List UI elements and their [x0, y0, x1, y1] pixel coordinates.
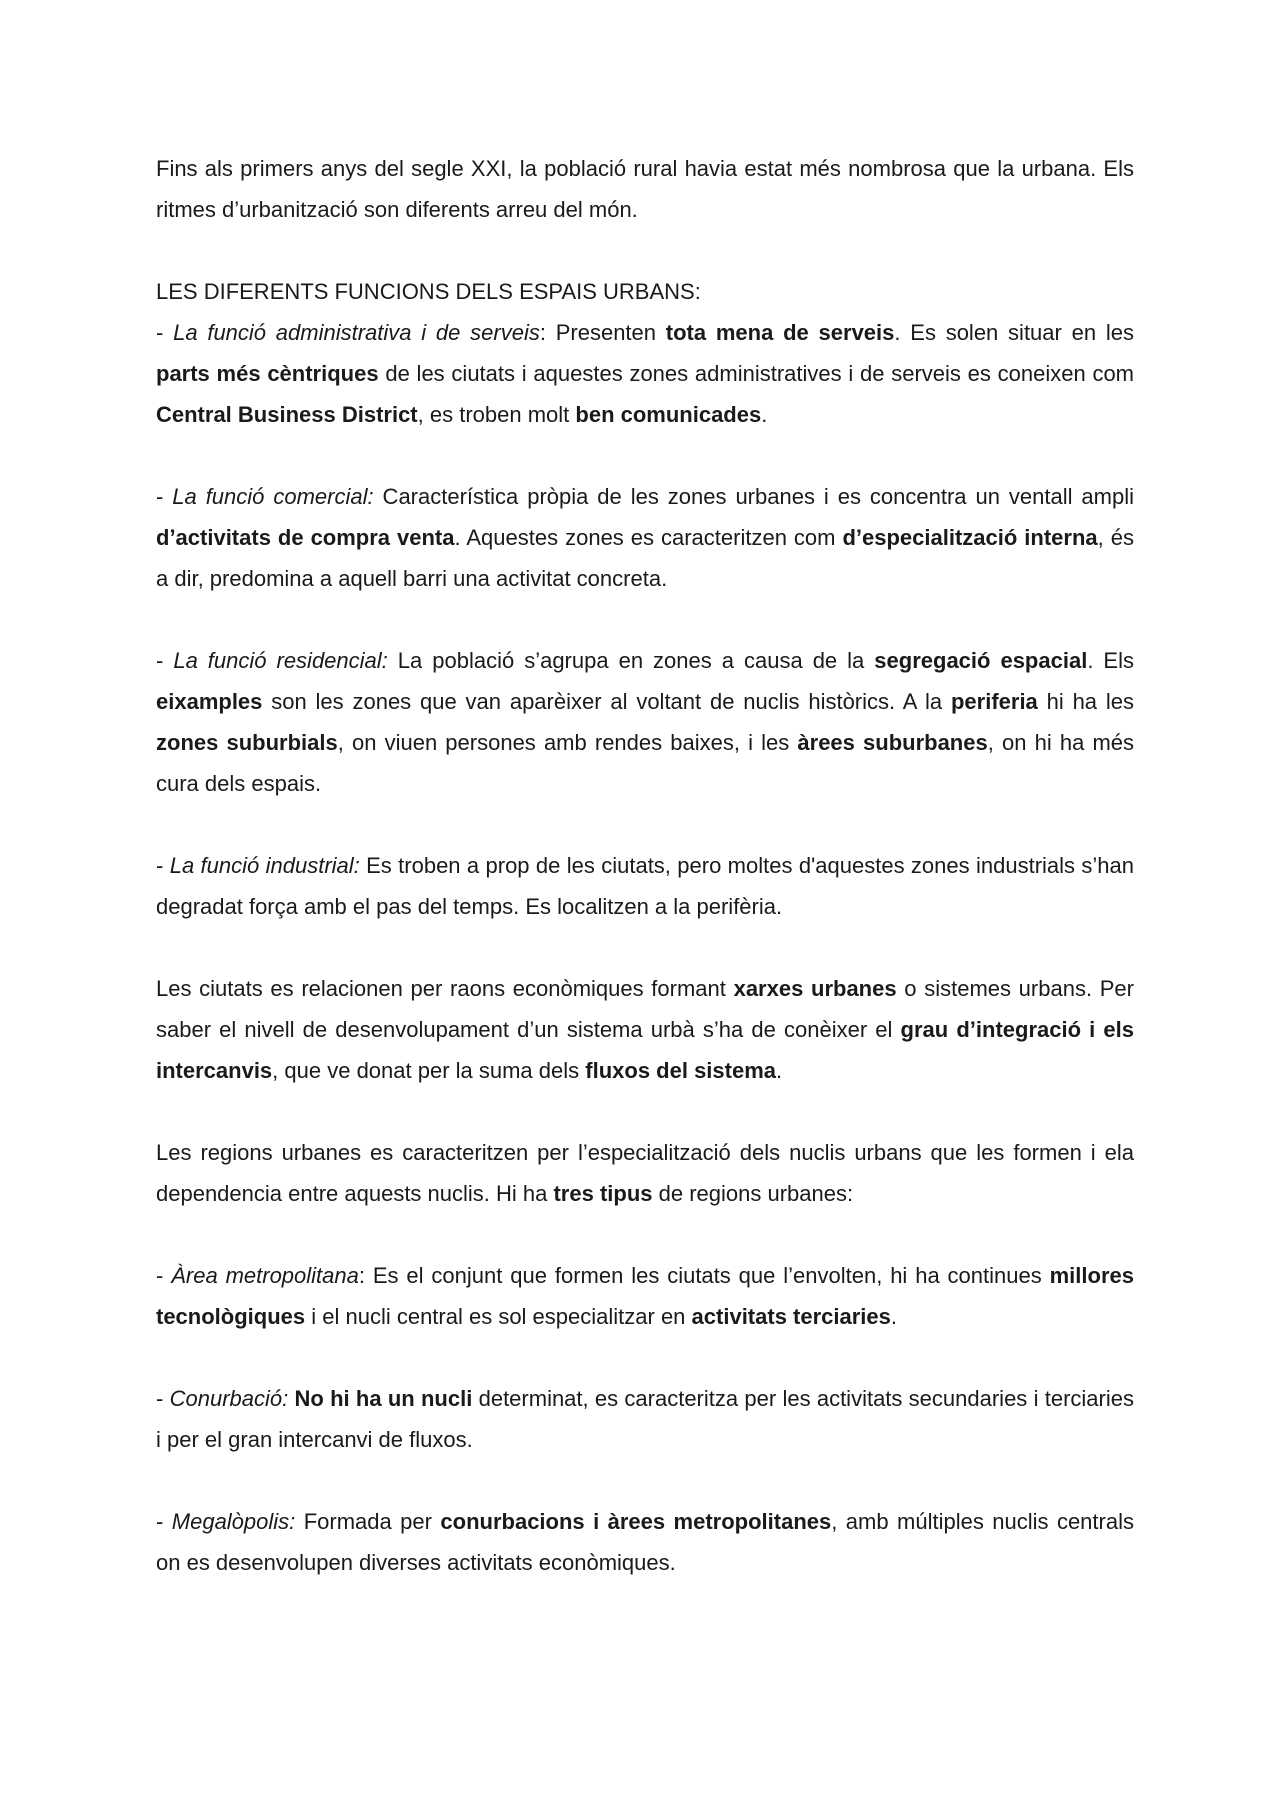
text-run: son les zones que van aparèixer al voltant de nuclis històrics. A la [262, 689, 951, 714]
text-run: , on hi ha més cura dels espais. [156, 730, 1135, 796]
industrial-function-paragraph [156, 845, 1134, 927]
bold-term: d’especialització interna [842, 525, 1098, 550]
urban-networks-paragraph [156, 968, 1134, 1091]
section-heading-text: LES DIFERENTS FUNCIONS DELS ESPAIS URBANS: [156, 279, 701, 304]
text-run: : Es el conjunt que formen les ciutats que l’envolten, hi ha continues [358, 1263, 1050, 1288]
text-run: o sistemes urbans. Per saber el nivell de desenvolupament d’un sistema urbà s’ha de conèixer el [156, 976, 1134, 1042]
admin-function-label: La funció administrativa i de serveis [173, 320, 540, 345]
urban-regions-paragraph [156, 1132, 1134, 1214]
text-run: . [761, 402, 768, 427]
text-run: de regions urbanes: [652, 1181, 854, 1206]
admin-function-paragraph [156, 312, 1134, 435]
bullet-dash: - [156, 484, 173, 509]
megalopolis-paragraph [156, 1501, 1134, 1583]
bold-term: periferia [950, 689, 1038, 714]
text-run: Característica pròpia de les zones urbanes i es concentra un ventall ampli [373, 484, 1134, 509]
text-run: hi ha les [1037, 689, 1134, 714]
intro-text: Fins als primers anys del segle XXI, la població rural havia estat més nombrosa que la urbana. Els ritmes d’urbanització son diferents arreu del món. [156, 156, 1134, 222]
text-run: determinat, es caracteritza per les activitats secundaries i terciaries i per el gran intercanvi de fluxos. [156, 1386, 1134, 1452]
bold-term: Central Business District [156, 402, 418, 427]
residential-function-paragraph [156, 640, 1134, 804]
text-run: . [890, 1304, 898, 1329]
conurbation-paragraph [156, 1378, 1134, 1460]
section-heading [156, 271, 1134, 312]
intro-paragraph [156, 148, 1134, 230]
bold-term: tota mena de serveis [665, 320, 895, 345]
bold-term: tres tipus [553, 1181, 653, 1206]
text-run: : Presenten [539, 320, 666, 345]
bold-term: No hi ha un nucli [294, 1386, 473, 1411]
bold-term: eixamples [156, 689, 263, 714]
text-run: , que ve donat per la suma dels [272, 1058, 586, 1083]
text-run: Formada per [295, 1509, 441, 1534]
bold-term: millores tecnològiques [156, 1263, 1134, 1329]
conurbation-label: Conurbació: [169, 1386, 289, 1411]
text-run: . [776, 1058, 783, 1083]
bold-term: segregació espacial [874, 648, 1088, 673]
industrial-function-label: La funció industrial: [169, 853, 360, 878]
residential-function-label: La funció residencial: [173, 648, 388, 673]
bold-term: grau d’integració i els intercanvis [156, 1017, 1134, 1083]
text-run: La població s’agrupa en zones a causa de la [387, 648, 875, 673]
text-run: . Els [1087, 648, 1134, 673]
commercial-function-paragraph [156, 476, 1134, 599]
text-run: . Es solen situar en les [894, 320, 1134, 345]
bullet-dash: - [156, 1509, 172, 1534]
bold-term: fluxos del sistema [585, 1058, 777, 1083]
text-run: Les ciutats es relacionen per raons econòmiques formant [156, 976, 734, 1001]
bullet-dash: - [156, 648, 174, 673]
text-run: , es troben molt [417, 402, 576, 427]
bold-term: conurbacions i àrees metropolitanes [440, 1509, 832, 1534]
bullet-dash: - [156, 1263, 172, 1288]
bold-term: ben comunicades [575, 402, 762, 427]
bold-term: xarxes urbanes [733, 976, 897, 1001]
text-run: . Aquestes zones es caracteritzen com [454, 525, 843, 550]
megalopolis-label: Megalòpolis: [171, 1509, 296, 1534]
bullet-dash: - [156, 320, 174, 345]
metropolitan-area-label: Àrea metropolitana [171, 1263, 359, 1288]
commercial-function-label: La funció comercial: [172, 484, 374, 509]
bold-term: zones suburbials [156, 730, 338, 755]
metropolitan-area-paragraph [156, 1255, 1134, 1337]
text-run: Es troben a prop de les ciutats, pero moltes d'aquestes zones industrials s’han degradat força amb el pas del temps. Es localitzen a la perifèria. [156, 853, 1134, 919]
text-run: , és a dir, predomina a aquell barri una activitat concreta. [156, 525, 1134, 591]
bold-term: àrees suburbanes [797, 730, 988, 755]
text-run: Les regions urbanes es caracteritzen per l’especialització dels nuclis urbans que les formen i ela dependencia entre aquests nuclis. Hi ha [156, 1140, 1134, 1206]
bold-term: activitats terciaries [691, 1304, 891, 1329]
document-page [156, 148, 1134, 1583]
bullet-dash: - [156, 1386, 170, 1411]
text-run: de les ciutats i aquestes zones administratives i de serveis es coneixen com [378, 361, 1135, 386]
text-run: , on viuen persones amb rendes baixes, i les [337, 730, 798, 755]
text-run: , amb múltiples nuclis centrals on es desenvolupen diverses activitats econòmiques. [156, 1509, 1134, 1575]
bold-term: d’activitats de compra venta [156, 525, 455, 550]
bullet-dash: - [156, 853, 170, 878]
text-run: i el nucli central es sol especialitzar en [305, 1304, 692, 1329]
bold-term: parts més cèntriques [156, 361, 379, 386]
